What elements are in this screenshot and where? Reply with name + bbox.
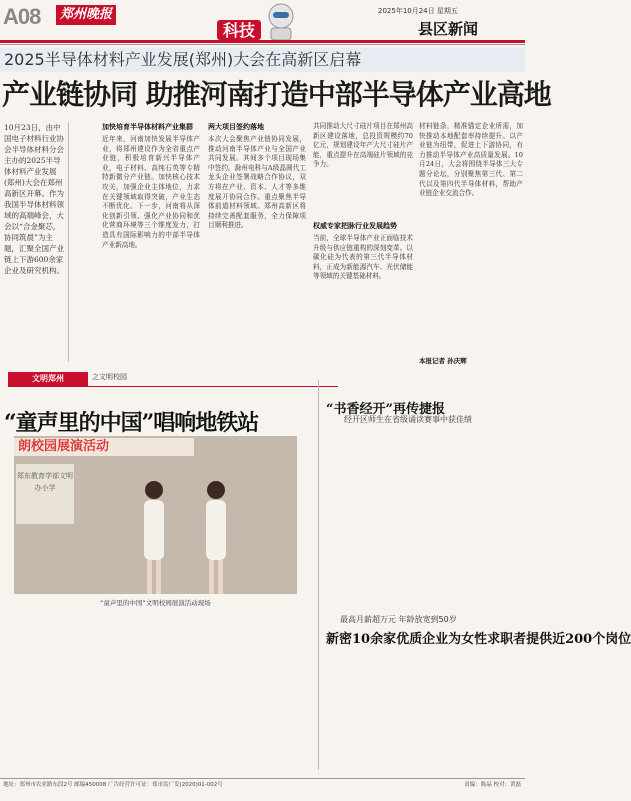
jobs-story-headline: 新密10余家优质企业为女性求职者提供近200个岗位 xyxy=(326,632,631,647)
section-tab: 文明郑州 xyxy=(8,372,88,386)
header-thin-rule xyxy=(0,44,525,45)
col4-body-2: 当前，全球半导体产业正面临技术升级与供应链重构的深刻变革。以碳化硅为代表的第三代半导体材料，正成为新能源汽车、光伏储能等领域的关键基础材料。 xyxy=(313,234,413,281)
photo-caption: “童声里的中国”文明校园展演活动现场 xyxy=(100,599,211,607)
column-divider xyxy=(318,380,319,770)
top-story-intro: 10月23日，由中国电子材料行业协会半导体材料分会主办的2025半导体材料产业发展(郑州)大会在郑州高新区开幕。作为我国半导体材料领域的高端峰会，大会以“合金聚芯，协同筑晨”为主题，汇聚全国产业链上下游600余家企业及研究机构。 xyxy=(4,123,64,275)
top-story-col-2 xyxy=(102,122,200,452)
jobs-story-kicker: 最高月薪超万元 年龄放宽到50岁 xyxy=(340,615,457,624)
footer-address: 地址：郑州市农业路东段2号 邮编450008 广告经营许可证：郑市监广发(2020)01-002号 xyxy=(3,782,223,788)
performer-figure-1 xyxy=(134,476,174,594)
reading-story-kicker: “书香经开”再传捷报 xyxy=(326,402,445,417)
event-banner: 朗校园展演活动 xyxy=(14,438,194,456)
col2-body: 近年来，河南加快发展半导体产业，将郑州建设作为全省重点产业链，积极培育新兴半导体产业，电子材料、高纯石英等专精特新微分产业链。加快核心技术攻关，加强企业主体地位，力求在关键领域取得突破，产业生态不断优化。下一步，河南将从深化创新引领、强化产业协同和优化营商环境等三个维度发力，打造具有国际影响力的中部半导体产业新高地。 xyxy=(102,135,200,249)
top-story-col-3 xyxy=(208,122,306,452)
section-title: 县区新闻 xyxy=(418,20,479,38)
performer-figure-2 xyxy=(196,476,236,594)
robot-tech-icon xyxy=(205,2,315,42)
subway-story-headline: “童声里的中国”唱响地铁站 xyxy=(4,410,259,436)
col4-body: 共同推动大尺寸硅片项目在郑州高新区建设落地，总投资规模约70亿元，规划建设年产大尺寸硅片产能，重点提升在高端硅片领域的竞争力。 xyxy=(313,122,413,169)
top-story-headline: 产业链协同 助推河南打造中部半导体产业高地 xyxy=(2,78,551,111)
header-rule xyxy=(0,40,525,43)
issue-date: 2025年10月24日 星期五 xyxy=(378,7,458,15)
section-tab-sub: 之文明校园 xyxy=(92,373,127,381)
col3-subhead: 两大项目签约落地 xyxy=(208,123,264,131)
svg-text:科技: 科技 xyxy=(223,21,256,40)
col4-subhead: 权威专家把脉行业发展趋势 xyxy=(313,222,397,230)
section-rule xyxy=(8,386,338,387)
page-footer xyxy=(0,778,525,801)
reporter-byline: 本报记者 孙庆辉 xyxy=(419,357,467,365)
column-divider xyxy=(68,122,69,362)
col2-subhead: 加快培育半导体材料产业集群 xyxy=(102,123,193,131)
col3-body: 本次大会聚焦产业链协同发展，推动河南半导体产业与全国产业共同发展。其间多个项目现场集中签约。滁州电科与A级晶圆代工龙头企业签署战略合作协议，双方将在产业、资本、人才等多维度展开协同合作。重点聚焦半导体前道材料领域。郑州高新区将持续完善配套服务，全力保障项目顺利推进。 xyxy=(208,135,306,230)
col5-body: 材料链条，精准锚定企业所需，加快推动本地配套率持续提升。以产业链为纽带，促进上下游协同，有力推动半导体产业高质量发展。10月24日，大会将围绕半导体三大专题分论坛，分别聚焦第三代、第二代以及第四代半导体材料，帮助产业链企业交流合作。 xyxy=(419,122,523,198)
reading-story-subhead: 经开区师生在省级诵读赛事中获佳绩 xyxy=(344,415,472,424)
top-story-kicker: 2025半导体材料产业发展(郑州)大会在高新区启幕 xyxy=(0,48,525,72)
footer-editors: 责编：陈晶 校对：黄磊 xyxy=(464,782,521,788)
event-sign: 郑东教育学部文明办小学 xyxy=(16,464,74,524)
paper-logo: 郑州晚报 xyxy=(56,5,116,25)
event-photo xyxy=(14,436,297,594)
page-number: A08 xyxy=(3,4,41,29)
